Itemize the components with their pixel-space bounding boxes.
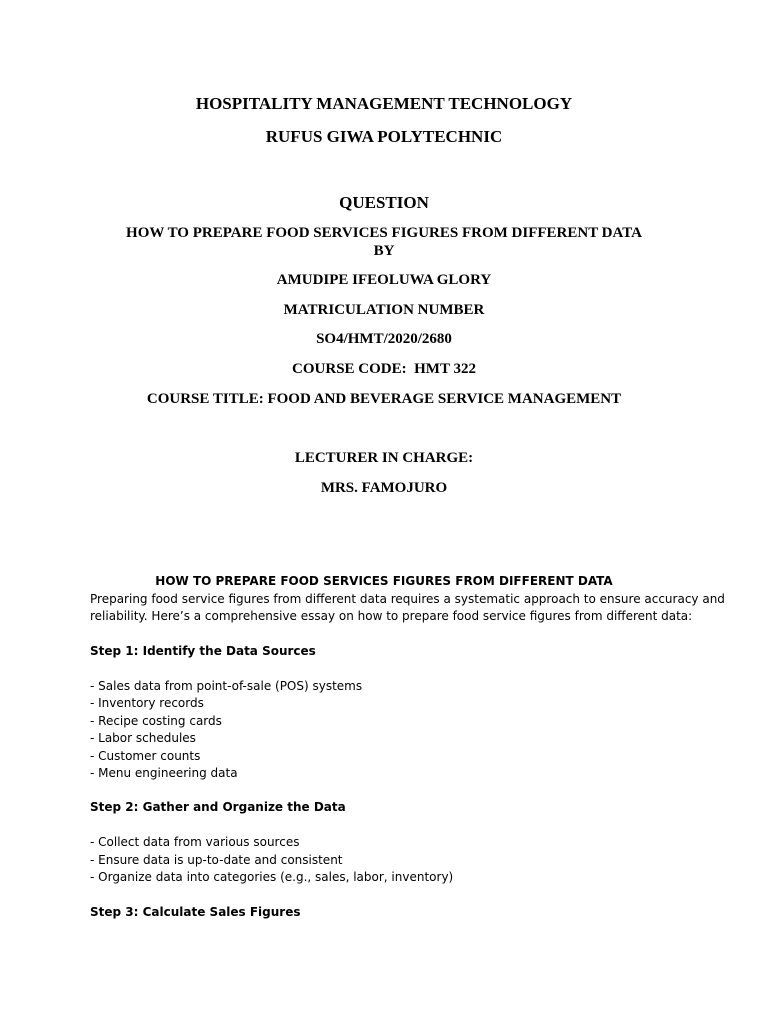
- step-1-title: Step 1: Identify the Data Sources: [90, 644, 316, 658]
- question-text: HOW TO PREPARE FOOD SERVICES FIGURES FROM DIFFERENT DATA: [126, 225, 642, 241]
- author-name: AMUDIPE IFEOLUWA GLORY: [276, 272, 492, 288]
- list-item: - Organize data into categories (e.g., sales, labor, inventory): [90, 870, 454, 884]
- list-item: - Customer counts: [90, 749, 201, 763]
- step-3-title: Step 3: Calculate Sales Figures: [90, 905, 301, 919]
- matric-label: MATRICULATION NUMBER: [283, 302, 485, 318]
- lecturer-name: MRS. FAMOJURO: [320, 480, 448, 496]
- question-label: QUESTION: [339, 193, 429, 212]
- list-item: - Menu engineering data: [90, 766, 238, 780]
- by-label: BY: [373, 243, 395, 259]
- list-item: - Recipe costing cards: [90, 714, 222, 728]
- department-title: HOSPITALITY MANAGEMENT TECHNOLOGY: [195, 94, 573, 113]
- essay-intro-line-1: Preparing food service figures from different data requires a systematic approach to ensure accuracy and: [90, 592, 725, 606]
- list-item: - Ensure data is up-to-date and consistent: [90, 853, 343, 867]
- institution-title: RUFUS GIWA POLYTECHNIC: [265, 127, 503, 146]
- list-item: - Inventory records: [90, 696, 204, 710]
- course-code: COURSE CODE: HMT 322: [292, 361, 476, 377]
- list-item: - Sales data from point-of-sale (POS) systems: [90, 679, 363, 693]
- lecturer-label: LECTURER IN CHARGE:: [294, 450, 474, 466]
- matric-number: SO4/HMT/2020/2680: [316, 331, 452, 347]
- step-2-title: Step 2: Gather and Organize the Data: [90, 800, 346, 814]
- essay-intro-line-2: reliability. Here’s a comprehensive essay on how to prepare food service figures from different data:: [90, 609, 693, 623]
- course-title: COURSE TITLE: FOOD AND BEVERAGE SERVICE MANAGEMENT: [146, 391, 622, 407]
- list-item: - Labor schedules: [90, 731, 196, 745]
- list-item: - Collect data from various sources: [90, 835, 300, 849]
- essay-heading: HOW TO PREPARE FOOD SERVICES FIGURES FROM DIFFERENT DATA: [155, 574, 613, 588]
